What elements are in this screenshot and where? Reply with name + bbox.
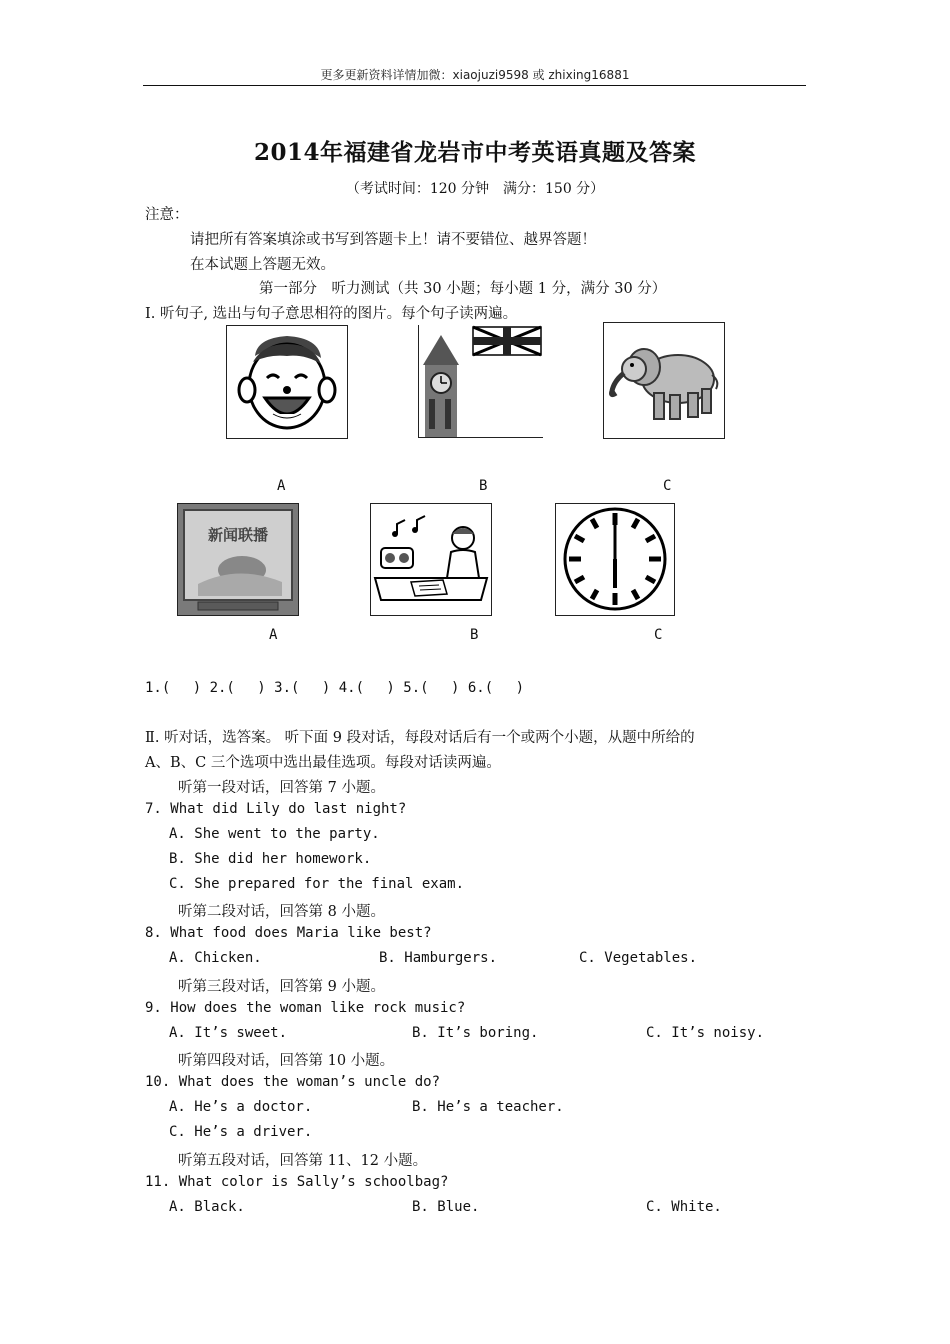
option: C. White. bbox=[646, 1199, 722, 1215]
option: B. He’s a teacher. bbox=[412, 1099, 564, 1115]
notice-line: 请把所有答案填涂或书写到答题卡上！请不要错位、越界答题！ bbox=[190, 232, 596, 248]
dialog-prompt: 听第五段对话，回答第 11、12 小题。 bbox=[178, 1153, 428, 1169]
option: A. It’s sweet. bbox=[169, 1025, 288, 1041]
clock-six-icon bbox=[555, 503, 675, 616]
option-letter: C bbox=[654, 627, 663, 643]
option: C. Vegetables. bbox=[579, 950, 698, 966]
answer-blanks: 1.( ) 2.( ) 3.( ) 4.( ) 5.( ) 6.( ) bbox=[145, 680, 525, 696]
option-letter: A bbox=[269, 627, 278, 643]
dialog-prompt: 听第四段对话，回答第 10 小题。 bbox=[178, 1053, 395, 1069]
page-header: 更多更新资料详情加微：xiaojuzi9598 或 zhixing16881 bbox=[320, 68, 630, 82]
part-heading: 第一部分 听力测试（共 30 小题；每小题 1 分，满分 30 分） bbox=[259, 281, 667, 297]
section-instruction: Ⅰ. 听句子, 选出与句子意思相符的图片。每个句子读两遍。 bbox=[145, 306, 518, 322]
option: C. She prepared for the final exam. bbox=[169, 876, 465, 892]
option: A. Chicken. bbox=[169, 950, 262, 966]
dialog-prompt: 听第二段对话，回答第 8 小题。 bbox=[178, 904, 385, 920]
section-instruction: Ⅱ. 听对话，选答案。 听下面 9 段对话，每段对话后有一个或两个小题，从题中所给的 bbox=[145, 730, 695, 746]
option: C. It’s noisy. bbox=[646, 1025, 765, 1041]
smiling-face-icon bbox=[226, 325, 348, 439]
notice-line: 在本试题上答题无效。 bbox=[190, 257, 335, 273]
option: B. Blue. bbox=[412, 1199, 480, 1215]
question: 7. What did Lily do last night? bbox=[145, 801, 407, 817]
section-instruction: A、B、C 三个选项中选出最佳选项。每段对话读两遍。 bbox=[145, 755, 501, 771]
page-title: 2014年福建省龙岩市中考英语真题及答案 bbox=[253, 139, 696, 166]
option: A. Black. bbox=[169, 1199, 245, 1215]
option: B. She did her homework. bbox=[169, 851, 372, 867]
elephant-icon bbox=[603, 322, 725, 439]
tv-caption: 新闻联播 bbox=[207, 526, 269, 544]
option: A. He’s a doctor. bbox=[169, 1099, 313, 1115]
dialog-prompt: 听第三段对话，回答第 9 小题。 bbox=[178, 979, 385, 995]
boy-music-desk-icon bbox=[370, 503, 492, 616]
question: 11. What color is Sally’s schoolbag? bbox=[145, 1174, 449, 1190]
big-ben-flag-icon bbox=[418, 325, 543, 438]
option-letter: B bbox=[470, 627, 479, 643]
option: C. He’s a driver. bbox=[169, 1124, 313, 1140]
option-letter: C bbox=[663, 478, 672, 494]
question: 8. What food does Maria like best? bbox=[145, 925, 432, 941]
option-letter: B bbox=[479, 478, 488, 494]
option: A. She went to the party. bbox=[169, 826, 380, 842]
option-letter: A bbox=[277, 478, 286, 494]
option: B. It’s boring. bbox=[412, 1025, 539, 1041]
header-rule bbox=[143, 85, 806, 86]
exam-info: （考试时间：120 分钟 满分：150 分） bbox=[345, 181, 605, 197]
tv-news-icon bbox=[177, 503, 299, 616]
notice-label: 注意： bbox=[145, 207, 189, 223]
question: 9. How does the woman like rock music? bbox=[145, 1000, 466, 1016]
option: B. Hamburgers. bbox=[379, 950, 498, 966]
question: 10. What does the woman’s uncle do? bbox=[145, 1074, 441, 1090]
dialog-prompt: 听第一段对话，回答第 7 小题。 bbox=[178, 780, 385, 796]
